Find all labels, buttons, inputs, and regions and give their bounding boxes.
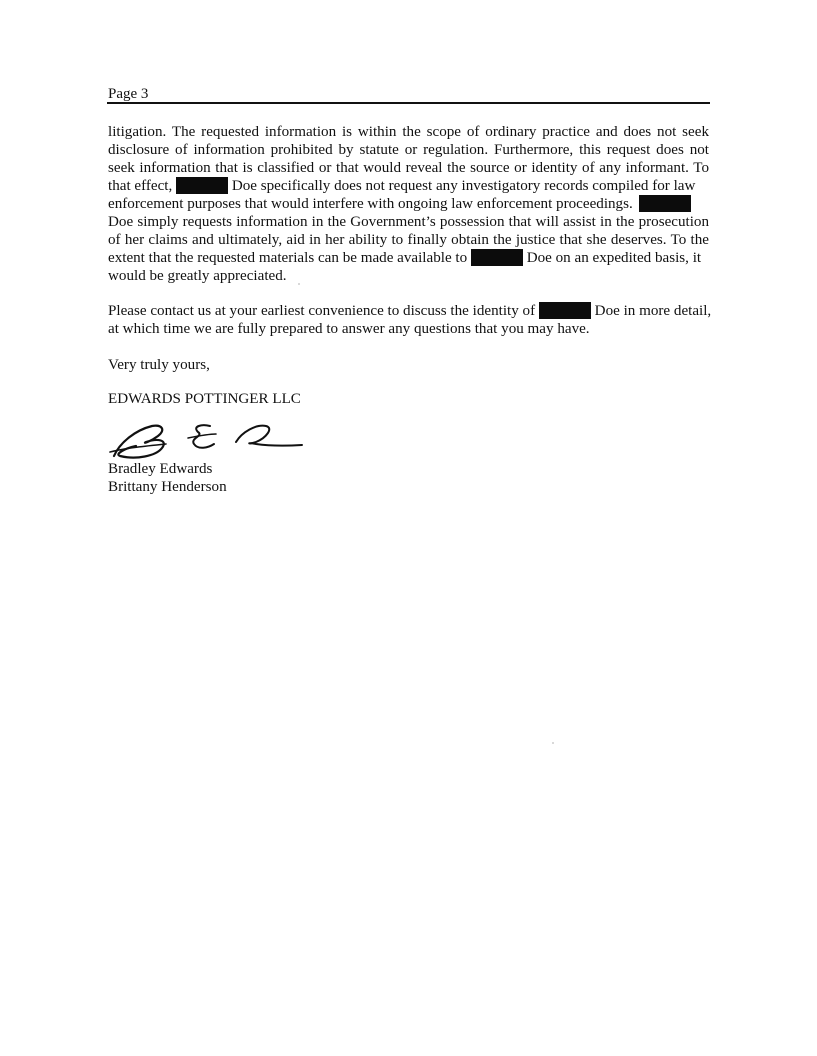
paragraph-text: Doe on an expedited basis, it — [526, 250, 702, 266]
page-header — [107, 85, 710, 104]
header-rule — [107, 102, 710, 104]
paragraph-text: extent that the requested materials can be made available to — [108, 250, 468, 266]
firm-name: EDWARDS POTTINGER LLC — [108, 391, 301, 407]
redaction-block — [471, 249, 523, 266]
redaction-block — [639, 195, 691, 212]
paragraph-line: Doe simply requests information in the Government’s possession that will assist in the prosecution — [108, 214, 709, 230]
paragraph-text: enforcement purposes that would interfere with ongoing law enforcement proceedings. — [108, 196, 633, 212]
paragraph-text: that effect, — [108, 178, 173, 194]
paragraph-line — [108, 195, 709, 213]
signer-name: Bradley Edwards — [108, 461, 213, 477]
paragraph-line: at which time we are fully prepared to answer any questions that you may have. — [108, 321, 590, 337]
signer-name: Brittany Henderson — [108, 479, 227, 495]
paragraph-line — [108, 302, 712, 320]
paragraph-line — [108, 249, 709, 267]
redaction-block — [539, 302, 591, 319]
paragraph-text: Doe in more detail, — [594, 303, 712, 319]
paragraph-line — [108, 177, 709, 195]
signature-image — [106, 412, 306, 464]
paragraph-text: Doe specifically does not request any investigatory records compiled for law — [231, 178, 696, 194]
scan-artifact — [298, 283, 300, 285]
paragraph-text: Please contact us at your earliest convenience to discuss the identity of — [108, 303, 536, 319]
paragraph-line: seek information that is classified or that would reveal the source or identity of any informant. To — [108, 160, 709, 176]
paragraph-line: litigation. The requested information is within the scope of ordinary practice and does not seek — [108, 124, 709, 140]
redaction-block — [176, 177, 228, 194]
paragraph-line: of her claims and ultimately, aid in her ability to finally obtain the justice that she deserves. To the — [108, 232, 709, 248]
closing-salutation: Very truly yours, — [108, 357, 210, 373]
paragraph-line: would be greatly appreciated. — [108, 268, 287, 284]
page-number: Page 3 — [108, 86, 149, 102]
scan-artifact — [552, 742, 554, 744]
paragraph-line: disclosure of information prohibited by statute or regulation. Furthermore, this request does not — [108, 142, 709, 158]
